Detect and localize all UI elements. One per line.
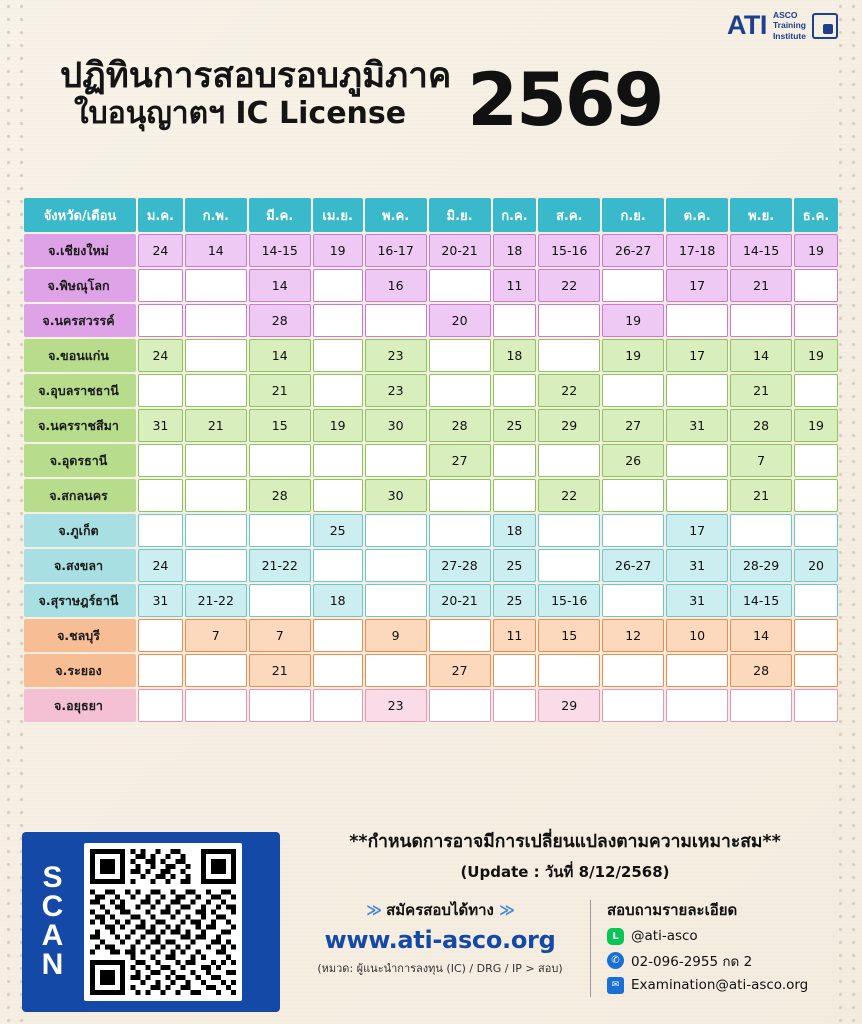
exam-date-cell: 19 — [313, 234, 363, 267]
page-title: ปฏิทินการสอบรอบภูมิภาค — [60, 56, 452, 96]
exam-date-cell — [185, 269, 247, 302]
column-header-jul: ก.ค. — [493, 198, 537, 232]
exam-date-cell — [138, 374, 183, 407]
column-header-nov: พ.ย. — [730, 198, 792, 232]
exam-date-cell: 16 — [365, 269, 427, 302]
province-cell: จ.ภูเก็ต — [24, 514, 136, 547]
poster-header — [60, 56, 822, 144]
exam-date-cell: 21-22 — [185, 584, 247, 617]
contact-line[interactable] — [607, 928, 840, 945]
exam-date-cell — [138, 689, 183, 722]
exam-date-cell: 7 — [185, 619, 247, 652]
exam-date-cell: 23 — [365, 374, 427, 407]
footer-content — [290, 832, 840, 999]
exam-date-cell: 17 — [666, 269, 728, 302]
exam-date-cell: 27 — [429, 654, 491, 687]
contact-column — [603, 898, 840, 999]
exam-date-cell — [313, 689, 363, 722]
exam-date-cell: 28 — [730, 409, 792, 442]
exam-date-cell — [794, 584, 838, 617]
table-row — [24, 619, 838, 652]
province-cell: จ.อุดรธานี — [24, 444, 136, 477]
exam-date-cell: 29 — [538, 409, 600, 442]
exam-date-cell — [185, 654, 247, 687]
exam-date-cell — [313, 374, 363, 407]
province-cell: จ.อยุธยา — [24, 689, 136, 722]
exam-date-cell: 30 — [365, 409, 427, 442]
mail-icon: ✉ — [607, 977, 624, 994]
column-header-province: จังหวัด/เดือน — [24, 198, 136, 232]
exam-date-cell: 27-28 — [429, 549, 491, 582]
exam-date-cell — [138, 269, 183, 302]
province-cell: จ.ระยอง — [24, 654, 136, 687]
page-subtitle: ใบอนุญาตฯ IC License — [74, 95, 407, 131]
exam-date-cell — [602, 479, 664, 512]
footer-divider — [590, 900, 591, 997]
exam-date-cell: 7 — [249, 619, 311, 652]
exam-date-cell — [185, 444, 247, 477]
exam-date-cell: 14 — [730, 339, 792, 372]
exam-date-cell — [493, 689, 537, 722]
apply-label: สมัครสอบได้ทาง — [386, 900, 494, 919]
province-cell: จ.สกลนคร — [24, 479, 136, 512]
update-note: **กำหนดการอาจมีการเปลี่ยนแปลงตามความเหมาะสม** — [349, 832, 781, 852]
exam-date-cell — [429, 689, 491, 722]
exam-date-cell — [313, 549, 363, 582]
exam-date-cell: 25 — [493, 409, 537, 442]
line-id: @ati-asco — [631, 928, 698, 945]
calendar-table-wrapper — [22, 196, 840, 724]
scan-label — [22, 861, 80, 981]
exam-date-cell — [794, 619, 838, 652]
exam-date-cell — [313, 304, 363, 337]
exam-date-cell — [538, 654, 600, 687]
province-cell: จ.สุราษฎร์ธานี — [24, 584, 136, 617]
exam-date-cell: 31 — [138, 584, 183, 617]
exam-date-cell: 20 — [794, 549, 838, 582]
province-cell: จ.ชลบุรี — [24, 619, 136, 652]
exam-date-cell — [313, 619, 363, 652]
exam-date-cell — [138, 619, 183, 652]
exam-date-cell: 21 — [730, 479, 792, 512]
exam-date-cell: 7 — [730, 444, 792, 477]
column-header-oct: ต.ค. — [666, 198, 728, 232]
exam-date-cell: 14-15 — [730, 234, 792, 267]
title-block — [60, 56, 451, 135]
column-header-aug: ส.ค. — [538, 198, 600, 232]
table-row — [24, 234, 838, 267]
contact-phone[interactable] — [607, 950, 840, 972]
exam-date-cell: 25 — [493, 584, 537, 617]
exam-date-cell — [602, 654, 664, 687]
exam-date-cell: 24 — [138, 549, 183, 582]
table-row — [24, 339, 838, 372]
exam-date-cell — [794, 514, 838, 547]
exam-date-cell: 25 — [493, 549, 537, 582]
exam-date-cell: 31 — [138, 409, 183, 442]
apply-label-row — [290, 898, 590, 922]
exam-date-cell — [429, 374, 491, 407]
province-cell: จ.นครสวรรค์ — [24, 304, 136, 337]
exam-date-cell — [185, 549, 247, 582]
exam-date-cell: 27 — [602, 409, 664, 442]
exam-date-cell: 22 — [538, 269, 600, 302]
exam-date-cell — [538, 339, 600, 372]
exam-date-cell: 14-15 — [249, 234, 311, 267]
exam-date-cell — [602, 374, 664, 407]
exam-date-cell: 12 — [602, 619, 664, 652]
email-address: Examination@ati-asco.org — [631, 977, 809, 994]
contact-email[interactable] — [607, 977, 840, 994]
exam-date-cell: 28 — [730, 654, 792, 687]
exam-date-cell: 15-16 — [538, 584, 600, 617]
column-header-jan: ม.ค. — [138, 198, 183, 232]
exam-date-cell — [602, 584, 664, 617]
exam-date-cell — [493, 304, 537, 337]
exam-date-cell — [666, 689, 728, 722]
logo-wordmark: ATI — [726, 10, 767, 41]
scan-letter-a: A — [41, 919, 65, 952]
exam-date-cell — [538, 304, 600, 337]
table-row — [24, 654, 838, 687]
province-cell: จ.ขอนแก่น — [24, 339, 136, 372]
exam-date-cell: 23 — [365, 339, 427, 372]
exam-date-cell — [138, 654, 183, 687]
exam-date-cell — [666, 374, 728, 407]
exam-date-cell — [365, 304, 427, 337]
exam-date-cell — [185, 689, 247, 722]
column-header-sep: ก.ย. — [602, 198, 664, 232]
website-link[interactable]: www.ati-asco.org — [324, 925, 556, 954]
exam-date-cell — [185, 339, 247, 372]
apply-column — [290, 898, 590, 999]
exam-date-cell: 11 — [493, 619, 537, 652]
exam-date-cell: 19 — [313, 409, 363, 442]
province-cell: จ.อุบลราชธานี — [24, 374, 136, 407]
exam-date-cell — [794, 689, 838, 722]
exam-date-cell: 21 — [185, 409, 247, 442]
exam-date-cell: 19 — [794, 409, 838, 442]
logo-subtitle-line-1: ASCO — [772, 10, 798, 20]
exam-date-cell — [429, 269, 491, 302]
exam-date-cell: 20 — [429, 304, 491, 337]
exam-date-cell — [313, 479, 363, 512]
exam-date-cell: 14 — [185, 234, 247, 267]
exam-date-cell — [313, 444, 363, 477]
exam-date-cell — [429, 514, 491, 547]
exam-date-cell: 14 — [249, 339, 311, 372]
scan-letter-c: C — [41, 890, 65, 924]
chevron-right-icon: ≫ — [499, 900, 514, 919]
exam-date-cell: 10 — [666, 619, 728, 652]
exam-date-cell — [602, 269, 664, 302]
chevron-left-icon: ≫ — [366, 900, 381, 919]
exam-date-cell — [249, 689, 311, 722]
exam-date-cell — [365, 654, 427, 687]
exam-date-cell — [365, 444, 427, 477]
exam-date-cell: 22 — [538, 479, 600, 512]
exam-date-cell: 23 — [365, 689, 427, 722]
province-cell: จ.นครราชสีมา — [24, 409, 136, 442]
table-row — [24, 514, 838, 547]
exam-date-cell — [365, 514, 427, 547]
province-cell: จ.สงขลา — [24, 549, 136, 582]
exam-date-cell — [138, 444, 183, 477]
phone-icon: ✆ — [607, 952, 624, 969]
phone-number: 02-096-2955 กด 2 — [631, 953, 753, 970]
update-date: (Update : วันที่ 8/12/2568) — [460, 862, 670, 881]
logo-subtitle — [773, 10, 806, 41]
exam-date-cell — [602, 689, 664, 722]
exam-date-cell — [666, 304, 728, 337]
table-row — [24, 374, 838, 407]
table-row — [24, 549, 838, 582]
exam-date-cell: 15-16 — [538, 234, 600, 267]
column-header-dec: ธ.ค. — [794, 198, 838, 232]
exam-date-cell: 14-15 — [730, 584, 792, 617]
column-header-feb: ก.พ. — [185, 198, 247, 232]
column-header-may: พ.ค. — [365, 198, 427, 232]
exam-date-cell — [794, 269, 838, 302]
exam-date-cell: 26-27 — [602, 549, 664, 582]
exam-date-cell — [794, 304, 838, 337]
province-cell: จ.เชียงใหม่ — [24, 234, 136, 267]
logo-square-icon — [812, 13, 838, 39]
exam-date-cell — [666, 654, 728, 687]
table-row — [24, 304, 838, 337]
exam-date-cell — [538, 549, 600, 582]
exam-date-cell: 22 — [538, 374, 600, 407]
exam-date-cell: 21 — [249, 374, 311, 407]
ati-logo — [727, 10, 838, 41]
exam-date-cell — [730, 514, 792, 547]
table-row — [24, 689, 838, 722]
exam-date-cell: 21-22 — [249, 549, 311, 582]
table-header-row — [24, 198, 838, 232]
exam-date-cell: 30 — [365, 479, 427, 512]
exam-date-cell: 24 — [138, 234, 183, 267]
logo-subtitle-line-3: Institute — [772, 30, 806, 41]
exam-date-cell — [185, 514, 247, 547]
exam-date-cell: 20-21 — [429, 234, 491, 267]
exam-date-cell — [730, 304, 792, 337]
column-header-apr: เม.ย. — [313, 198, 363, 232]
category-note: (หมวด: ผู้แนะนำการลงทุน (IC) / DRG / IP > สอบ) — [317, 961, 563, 975]
exam-date-cell: 19 — [794, 339, 838, 372]
qr-code[interactable] — [84, 843, 242, 1001]
exam-date-cell: 17 — [666, 339, 728, 372]
year-label: 2569 — [467, 58, 663, 144]
exam-date-cell: 31 — [666, 409, 728, 442]
table-row — [24, 409, 838, 442]
exam-date-cell — [185, 304, 247, 337]
line-icon: L — [607, 928, 624, 945]
exam-date-cell: 11 — [493, 269, 537, 302]
exam-date-cell: 24 — [138, 339, 183, 372]
exam-date-cell: 18 — [493, 234, 537, 267]
exam-date-cell — [249, 444, 311, 477]
exam-date-cell: 17-18 — [666, 234, 728, 267]
exam-date-cell — [493, 654, 537, 687]
exam-date-cell: 18 — [493, 514, 537, 547]
exam-date-cell: 21 — [249, 654, 311, 687]
exam-date-cell — [538, 514, 600, 547]
table-row — [24, 479, 838, 512]
exam-date-cell: 31 — [666, 549, 728, 582]
exam-date-cell — [429, 339, 491, 372]
scan-letter-s: S — [42, 861, 64, 895]
exam-date-cell — [666, 479, 728, 512]
exam-date-cell — [138, 514, 183, 547]
exam-date-cell — [794, 374, 838, 407]
exam-date-cell: 14 — [249, 269, 311, 302]
exam-date-cell: 29 — [538, 689, 600, 722]
exam-date-cell — [138, 479, 183, 512]
exam-date-cell: 21 — [730, 269, 792, 302]
exam-date-cell: 19 — [602, 304, 664, 337]
exam-date-cell: 18 — [493, 339, 537, 372]
column-header-jun: มิ.ย. — [429, 198, 491, 232]
exam-date-cell: 27 — [429, 444, 491, 477]
exam-date-cell — [493, 374, 537, 407]
qr-panel — [22, 832, 280, 1012]
exam-date-cell — [365, 549, 427, 582]
exam-date-cell: 26 — [602, 444, 664, 477]
exam-date-cell — [794, 479, 838, 512]
poster-footer — [22, 832, 840, 1012]
exam-date-cell — [429, 479, 491, 512]
exam-date-cell — [313, 269, 363, 302]
exam-date-cell: 9 — [365, 619, 427, 652]
province-cell: จ.พิษณุโลก — [24, 269, 136, 302]
exam-date-cell — [185, 374, 247, 407]
exam-date-cell — [602, 514, 664, 547]
exam-date-cell — [429, 619, 491, 652]
exam-date-cell — [185, 479, 247, 512]
table-row — [24, 584, 838, 617]
exam-date-cell: 31 — [666, 584, 728, 617]
table-row — [24, 269, 838, 302]
exam-date-cell: 16-17 — [365, 234, 427, 267]
scan-letter-n: N — [41, 947, 65, 981]
exam-date-cell: 18 — [313, 584, 363, 617]
exam-date-cell: 26-27 — [602, 234, 664, 267]
footer-columns — [290, 898, 840, 999]
exam-date-cell: 19 — [602, 339, 664, 372]
exam-date-cell — [313, 654, 363, 687]
exam-date-cell: 14 — [730, 619, 792, 652]
contact-title: สอบถามรายละเอียด — [607, 900, 738, 919]
exam-date-cell: 28 — [429, 409, 491, 442]
exam-date-cell: 28 — [249, 304, 311, 337]
exam-date-cell: 15 — [249, 409, 311, 442]
exam-date-cell — [538, 444, 600, 477]
column-header-mar: มี.ค. — [249, 198, 311, 232]
table-row — [24, 444, 838, 477]
exam-date-cell: 17 — [666, 514, 728, 547]
exam-date-cell: 28 — [249, 479, 311, 512]
exam-calendar-table — [22, 196, 840, 724]
exam-date-cell: 20-21 — [429, 584, 491, 617]
logo-subtitle-line-2: Training — [772, 20, 806, 31]
exam-date-cell — [365, 584, 427, 617]
exam-date-cell — [666, 444, 728, 477]
exam-date-cell: 28-29 — [730, 549, 792, 582]
table-body — [24, 234, 838, 722]
exam-date-cell: 25 — [313, 514, 363, 547]
exam-date-cell — [249, 584, 311, 617]
exam-date-cell — [138, 304, 183, 337]
exam-date-cell: 15 — [538, 619, 600, 652]
exam-date-cell — [249, 514, 311, 547]
exam-date-cell — [730, 689, 792, 722]
exam-date-cell — [313, 339, 363, 372]
exam-date-cell: 19 — [794, 234, 838, 267]
exam-date-cell — [794, 444, 838, 477]
exam-date-cell: 21 — [730, 374, 792, 407]
exam-date-cell — [794, 654, 838, 687]
qr-code-image — [90, 849, 236, 995]
exam-date-cell — [493, 479, 537, 512]
exam-date-cell — [493, 444, 537, 477]
